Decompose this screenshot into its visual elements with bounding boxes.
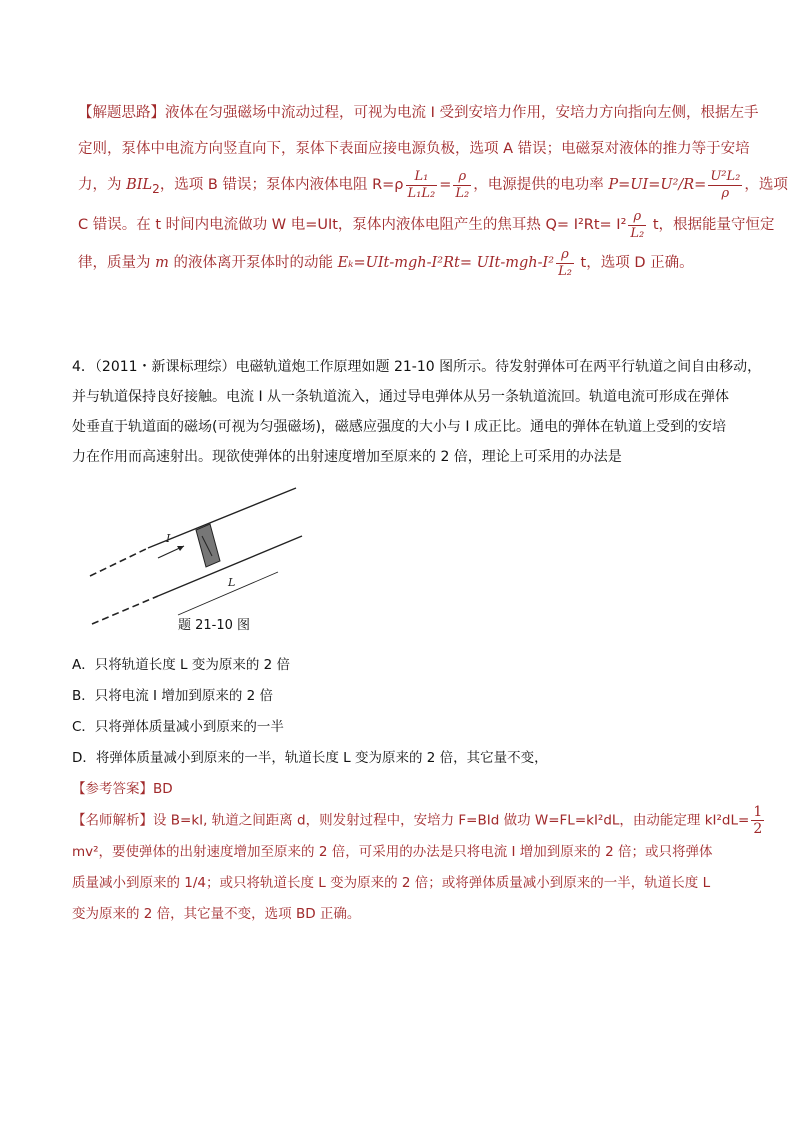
label-length-l: L xyxy=(228,576,236,589)
fraction-rho-over-l2: $\frac{\rho}{\text{L₂}}$ xyxy=(455,168,470,201)
explanation-line-4: C 错误。在 t 时间内电流做功 W 电=UIt，泵体内液体电阻产生的焦耳热 Q= I²Rt= I² $\frac{\rho}{\text{L₂}}$ t，根据能量守恒定 xyxy=(78,208,775,241)
fraction-l1-over-l1l2: $\frac{\text{L₁}}{\text{L₁L₂}}$ xyxy=(407,168,436,201)
fraction-rho-over-l2-c: $\frac{\rho}{\text{L₂}}$ xyxy=(558,246,572,279)
explanation-line-2: 定则，泵体中电流方向竖直向下，泵体下表面应接电源负极，选项 A 错误；电磁泵对液体的推力等于安培 xyxy=(78,141,750,157)
option-a: A．只将轨道长度 L 变为原来的 2 倍 xyxy=(72,657,291,673)
figure-caption: 题 21-10 图 xyxy=(178,618,251,633)
fraction-u2l2-over-rho: $\frac{\text{U²L₂}}{\rho}$ xyxy=(710,168,741,201)
projectile xyxy=(196,524,220,567)
explanation-label: 【解题思路】 xyxy=(78,105,165,121)
question-4-line-3: 处垂直于轨道面的磁场(可视为匀强磁场)，磁感应强度的大小与 I 成正比。通电的弹体在轨道上受到的安培 xyxy=(72,419,726,435)
explanation-paragraph xyxy=(78,95,788,285)
analysis xyxy=(72,804,763,930)
option-d: D．将弹体质量减小到原来的一半，轨道长度 L 变为原来的 2 倍，其它量不变， xyxy=(72,750,548,766)
reference-answer xyxy=(72,774,173,804)
question-4-line-4: 力在作用而高速射出。现欲使弹体的出射速度增加至原来的 2 倍，理论上可采用的办法是 xyxy=(72,449,622,465)
upper-rail-dashed xyxy=(90,548,148,576)
question-4-line-2: 并与轨道保持良好接触。电流 I 从一条轨道流入，通过导电弹体从另一条轨道流回。轨道电流可形成在弹体 xyxy=(72,389,730,405)
question-4 xyxy=(72,352,762,472)
answer-label: 【参考答案】 xyxy=(72,781,153,797)
explanation-line-3: 力，为 $BIL_2$，选项 B 错误；泵体内液体电阻 R=ρ $\frac{\text{L₁}}{\text{L₁L₂}}$ = $\frac{\rho}{\text{L₂}}$ ，电源提供的电功率 P=UI=U²/R= $\frac{\text{U²L₂}}{\rho}$ ，选项 xyxy=(78,168,788,201)
analysis-line-4: 变为原来的 2 倍，其它量不变，选项 BD 正确。 xyxy=(72,906,361,922)
analysis-line-3: 质量减小到原来的 1/4；或只将轨道长度 L 变为原来的 2 倍；或将弹体质量减小到原来的一半，轨道长度 L xyxy=(72,875,711,891)
answer-value: BD xyxy=(153,781,173,797)
analysis-line-2: mv²，要使弹体的出射速度增加至原来的 2 倍，可采用的办法是只将电流 I 增加到原来的 2 倍；或只将弹体 xyxy=(72,844,713,860)
question-4-line-1: 4．（2011・新课标理综）电磁轨道炮工作原理如题 21-10 图所示。待发射弹体可在两平行轨道之间自由移动， xyxy=(72,359,762,375)
fraction-rho-over-l2-b: $\frac{\rho}{\text{L₂}}$ xyxy=(630,208,645,241)
fraction-one-half: $\frac{1}{2}$ xyxy=(753,804,763,837)
lower-rail-dashed xyxy=(92,596,158,624)
options xyxy=(72,650,752,774)
explanation-line-5: 律，质量为 m 的液体离开泵体时的动能 Eₖ=UIt-mgh-I²Rt= UIt-mgh-I² $\frac{\rho}{\text{L₂}}$ t，选项 D 正确。 xyxy=(78,246,694,279)
option-c: C．只将弹体质量减小到原来的一半 xyxy=(72,719,284,735)
explanation-line-1: 【解题思路】液体在匀强磁场中流动过程，可视为电流 I 受到安培力作用，安培力方向指向左侧，根据左手 xyxy=(78,105,759,121)
analysis-line-1: 【名师解析】设 B=kI, 轨道之间距离 d，则发射过程中，安培力 F=BId 做功 W=FL=kI²dL，由动能定理 kI²dL= $\frac{1}{2}$ xyxy=(72,804,763,837)
analysis-label: 【名师解析】 xyxy=(72,812,153,829)
option-b: B．只将电流 I 增加到原来的 2 倍 xyxy=(72,688,273,704)
label-current-i: I xyxy=(166,532,171,545)
